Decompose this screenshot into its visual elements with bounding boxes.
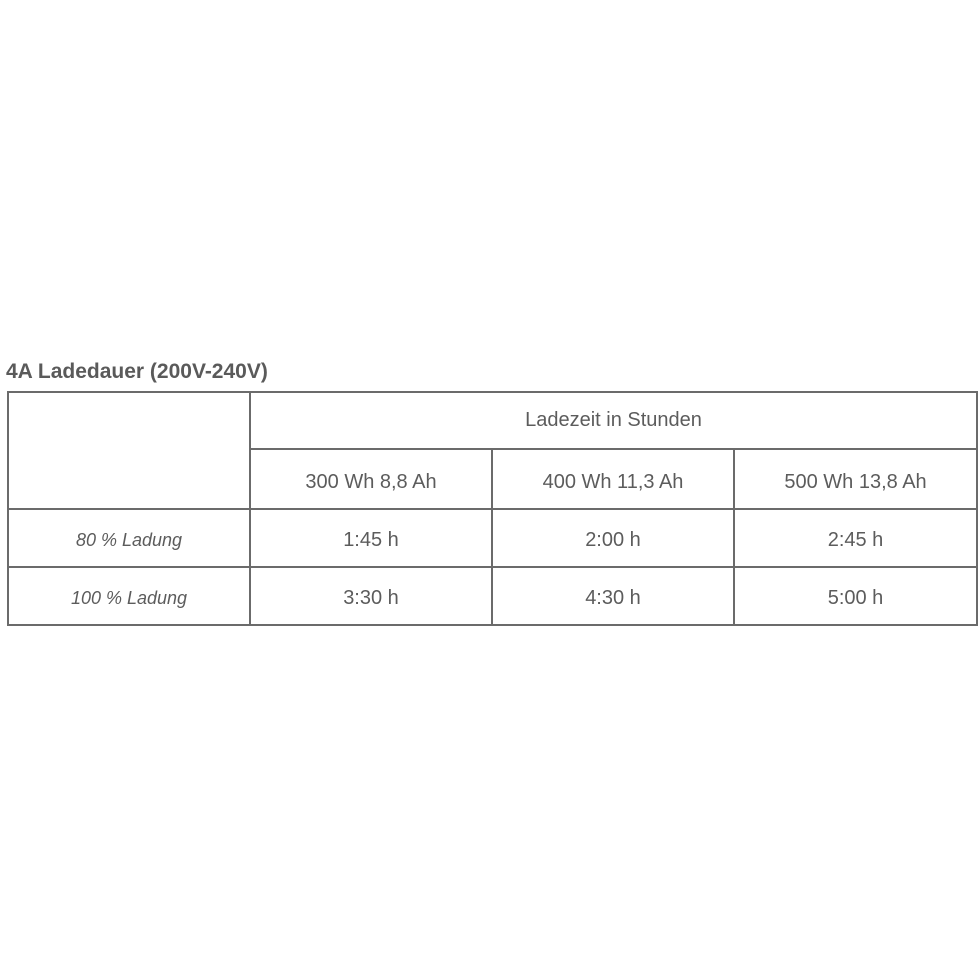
table-title: 4A Ladedauer (200V-240V) <box>6 360 268 383</box>
column-header: 400 Wh 11,3 Ah <box>492 449 734 509</box>
row-label: 80 % Ladung <box>8 509 250 567</box>
table-cell: 4:30 h <box>492 567 734 625</box>
table-cell: 2:00 h <box>492 509 734 567</box>
column-header: 500 Wh 13,8 Ah <box>734 449 977 509</box>
table-cell: 1:45 h <box>250 509 492 567</box>
row-label: 100 % Ladung <box>8 567 250 625</box>
group-header-cell: Ladezeit in Stunden <box>250 392 977 449</box>
table-cell: 3:30 h <box>250 567 492 625</box>
group-header-row <box>8 392 977 449</box>
table-row <box>8 567 977 625</box>
column-header: 300 Wh 8,8 Ah <box>250 449 492 509</box>
corner-cell <box>8 392 250 509</box>
charging-time-table <box>7 391 978 626</box>
table-cell: 5:00 h <box>734 567 977 625</box>
table-row <box>8 509 977 567</box>
table-cell: 2:45 h <box>734 509 977 567</box>
